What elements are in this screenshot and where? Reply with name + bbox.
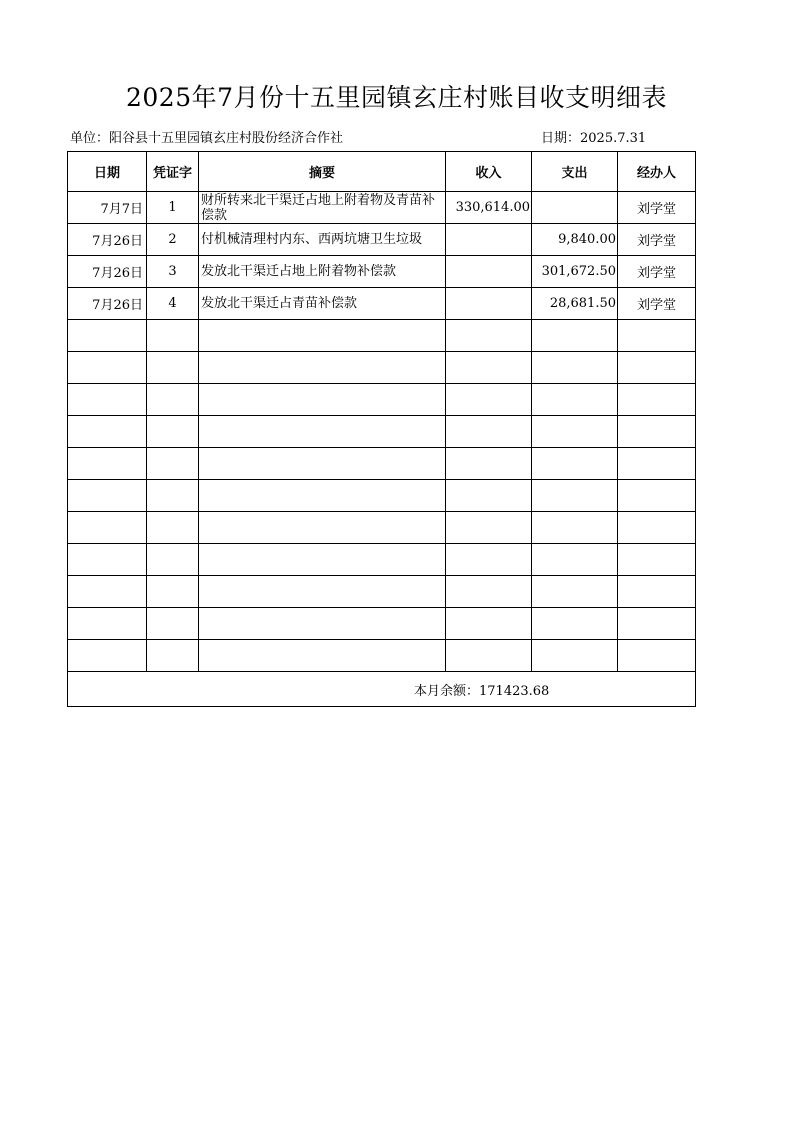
col-header-voucher: 凭证字 bbox=[147, 152, 199, 192]
empty-row bbox=[68, 416, 696, 448]
table-row bbox=[68, 256, 696, 288]
cell-handler: 刘学堂 bbox=[618, 224, 696, 256]
cell-summary: 付机械清理村内东、西两坑塘卫生垃圾 bbox=[199, 224, 446, 256]
empty-row bbox=[68, 608, 696, 640]
col-header-date: 日期 bbox=[68, 152, 147, 192]
cell-handler: 刘学堂 bbox=[618, 192, 696, 224]
col-header-expense: 支出 bbox=[532, 152, 618, 192]
empty-row bbox=[68, 640, 696, 672]
table-row bbox=[68, 224, 696, 256]
empty-row bbox=[68, 352, 696, 384]
empty-row bbox=[68, 384, 696, 416]
table-header-row bbox=[68, 152, 696, 192]
table-body bbox=[68, 192, 696, 672]
empty-row bbox=[68, 576, 696, 608]
col-header-income: 收入 bbox=[446, 152, 532, 192]
cell-summary: 发放北干渠迁占地上附着物补偿款 bbox=[199, 256, 446, 288]
cell-handler: 刘学堂 bbox=[618, 288, 696, 320]
balance-row bbox=[68, 672, 696, 707]
empty-row bbox=[68, 480, 696, 512]
cell-income: 330,614.00 bbox=[446, 192, 532, 224]
cell-expense: 9,840.00 bbox=[532, 224, 618, 256]
cell-date: 7月26日 bbox=[68, 288, 147, 320]
empty-row bbox=[68, 544, 696, 576]
cell-date: 7月26日 bbox=[68, 224, 147, 256]
page-title: 2025年7月份十五里园镇玄庄村账目收支明细表 bbox=[125, 83, 668, 112]
cell-expense: 28,681.50 bbox=[532, 288, 618, 320]
cell-voucher: 1 bbox=[147, 192, 199, 224]
cell-income bbox=[446, 256, 532, 288]
cell-date: 7月26日 bbox=[68, 256, 147, 288]
cell-handler: 刘学堂 bbox=[618, 256, 696, 288]
cell-summary: 发放北干渠迁占青苗补偿款 bbox=[199, 288, 446, 320]
balance-cell bbox=[68, 672, 696, 707]
ledger-table bbox=[67, 151, 696, 707]
cell-voucher: 3 bbox=[147, 256, 199, 288]
cell-expense: 301,672.50 bbox=[532, 256, 618, 288]
empty-row bbox=[68, 512, 696, 544]
report-date: 日期：2025.7.31 bbox=[541, 131, 647, 146]
unit-label: 单位：阳谷县十五里园镇玄庄村股份经济合作社 bbox=[70, 131, 344, 146]
empty-row bbox=[68, 320, 696, 352]
col-header-summary: 摘要 bbox=[199, 152, 446, 192]
cell-voucher: 2 bbox=[147, 224, 199, 256]
cell-summary: 财所转来北干渠迁占地上附着物及青苗补偿款 bbox=[199, 192, 446, 224]
empty-row bbox=[68, 448, 696, 480]
month-balance: 本月余额：171423.68 bbox=[414, 684, 550, 699]
table-row bbox=[68, 192, 696, 224]
cell-income bbox=[446, 224, 532, 256]
cell-income bbox=[446, 288, 532, 320]
cell-date: 7月7日 bbox=[68, 192, 147, 224]
col-header-handler: 经办人 bbox=[618, 152, 696, 192]
cell-expense bbox=[532, 192, 618, 224]
table-row bbox=[68, 288, 696, 320]
cell-voucher: 4 bbox=[147, 288, 199, 320]
